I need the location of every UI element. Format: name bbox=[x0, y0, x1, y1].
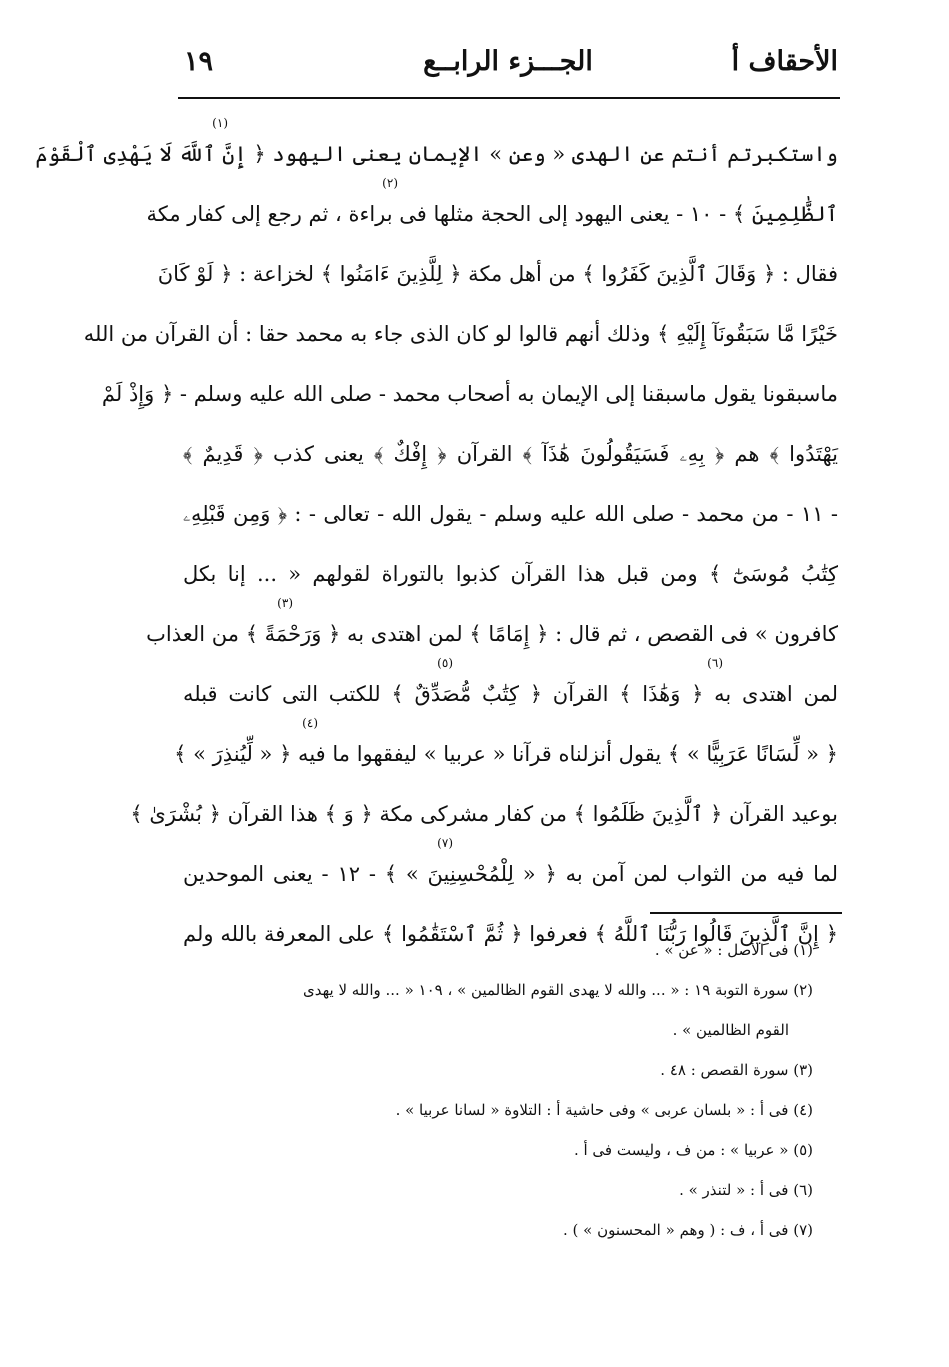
text-line-content: ٱلظَّٰلِمِينَ ﴾ - ١٠ - يعنى اليهود إلى الحجة مثلها فى براءة ، ثم رجع إلى كفار مكة bbox=[146, 202, 838, 226]
text-line bbox=[183, 538, 838, 598]
text-line-content: ﴿ « لِّسَانًا عَرَبِيًّا » ﴾ يقول أنزلناه قرآنا « عربيا » ليفقهوا ما فيه ﴿ « لِّيُنذِرَ » ﴾ bbox=[174, 742, 838, 766]
main-text bbox=[35, 116, 838, 958]
text-line-content: لما فيه من الثواب لمن آمن به ﴿ « لِلْمُحْسِنِينَ » ﴾ - ١٢ - يعنى الموحدين bbox=[183, 862, 838, 886]
footnote-3: (٣) سورة القصص : ٤٨ . bbox=[660, 1061, 813, 1079]
footnote-marker: (٧) bbox=[437, 836, 453, 850]
footnote-marker: (١) bbox=[212, 116, 228, 130]
text-line-content: كِتَٰبُ مُوسَىٰٓ ﴾ ومن قبل هذا القرآن كذبوا بالتوراة لقولهم « ... إنا بكل bbox=[183, 562, 838, 586]
text-line bbox=[101, 358, 838, 418]
text-line bbox=[183, 418, 838, 478]
footnote-divider bbox=[650, 912, 842, 914]
text-line bbox=[183, 478, 838, 538]
text-line bbox=[83, 298, 838, 358]
juz-title: الجـــزء الرابــع bbox=[423, 46, 593, 77]
footnote-marker: (٣) bbox=[277, 596, 293, 610]
footnote-1: (١) فى الأصل : « عن » . bbox=[654, 941, 813, 959]
text-line bbox=[35, 116, 838, 178]
header-divider bbox=[178, 97, 840, 99]
footnote-marker: (٥) bbox=[437, 656, 453, 670]
text-line-content: فقال : ﴿ وَقَالَ ٱلَّذِينَ كَفَرُوا ﴾ من أهل مكة ﴿ لِلَّذِينَ ءَامَنُوا ﴾ لخزاعة : ﴿ لَوْ كَانَ bbox=[157, 262, 838, 286]
text-line-content: بوعيد القرآن ﴿ ٱلَّذِينَ ظَلَمُوا ﴾ من كفار مشركى مكة ﴿ وَ ﴾ هذا القرآن ﴿ بُشْرَىٰ ﴾ bbox=[130, 802, 838, 826]
text-line bbox=[146, 596, 838, 658]
text-line bbox=[174, 716, 838, 778]
footnote-marker: (٢) bbox=[382, 176, 398, 190]
text-line-content: يَهْتَدُوا ﴾ هم ﴿ بِهِۦ فَسَيَقُولُونَ هَٰذَآ ﴾ القرآن ﴿ إِفْكٌ ﴾ يعنى كذب ﴿ قَدِيمٌ ﴾ bbox=[183, 442, 838, 466]
footnote-marker: (٤) bbox=[302, 716, 318, 730]
footnote-6: (٦) فى أ : « لتنذر » . bbox=[679, 1181, 813, 1199]
footnote-2: (٢) سورة التوبة ١٩ : « ... والله لا يهدى القوم الظالمين » ، ١٠٩ « ... والله لا يهدى bbox=[302, 981, 813, 999]
text-line bbox=[157, 238, 838, 298]
footnote-marker: (٦) bbox=[707, 656, 723, 670]
text-line-content: ماسبقونا يقول ماسبقنا إلى الإيمان به أصحاب محمد - صلى الله عليه وسلم - ﴿ وَإِذْ لَمْ bbox=[101, 382, 838, 406]
text-line-content: - ١١ - من محمد - صلى الله عليه وسلم - يقول الله - تعالى - : ﴿ وَمِن قَبْلِهِۦ bbox=[183, 502, 838, 526]
page-number: ١٩ bbox=[184, 46, 214, 77]
footnotes bbox=[183, 930, 813, 1250]
footnote-7: (٧) فى أ ، ف : ( وهم « المحسنون » ) . bbox=[562, 1221, 813, 1239]
text-line-content: واستكبرتم أنتم عن الهدى « وعن » الإيمان يعنى اليهود ﴿ إِنَّ ٱللَّهَ لَا يَهْدِى ٱلْقَوْمَ bbox=[35, 142, 838, 166]
text-line-content: خَيْرًا مَّا سَبَقُونَآ إِلَيْهِ ﴾ وذلك أنهم قالوا لو كان الذى جاء به محمد حقا : أن القرآن من الله bbox=[83, 322, 838, 346]
text-line-content: لمن اهتدى به ﴿ وَهَٰذَا ﴾ القرآن ﴿ كِتَٰبٌ مُّصَدِّقٌ ﴾ للكتب التى كانت قبله bbox=[183, 682, 838, 706]
text-line bbox=[183, 658, 838, 718]
text-line bbox=[146, 176, 838, 238]
surah-name: الأحقاف أ bbox=[731, 46, 838, 77]
text-line-content: ﴿ إِنَّ ٱلَّذِينَ قَالُوا رَبُّنَا ٱللَّهُ ﴾ فعرفوا ﴿ ثُمَّ ٱسْتَقَٰمُوا ﴾ على المعرفة بالله ولم bbox=[183, 922, 838, 946]
text-line bbox=[183, 838, 838, 898]
footnote-2-continued: القوم الظالمين » . bbox=[672, 1021, 789, 1039]
footnote-5: (٥) « عربيا » : من ف ، وليست فى أ . bbox=[573, 1141, 813, 1159]
footnote-4: (٤) فى أ : « بلسان عربى » وفى حاشية أ : التلاوة « لسانا عربيا » . bbox=[395, 1101, 813, 1119]
text-line bbox=[130, 778, 838, 838]
text-line-content: كافرون » فى القصص ، ثم قال : ﴿ إِمَامًا ﴾ لمن اهتدى به ﴿ وَرَحْمَةً ﴾ من العذاب bbox=[146, 622, 838, 646]
running-header bbox=[178, 40, 838, 92]
